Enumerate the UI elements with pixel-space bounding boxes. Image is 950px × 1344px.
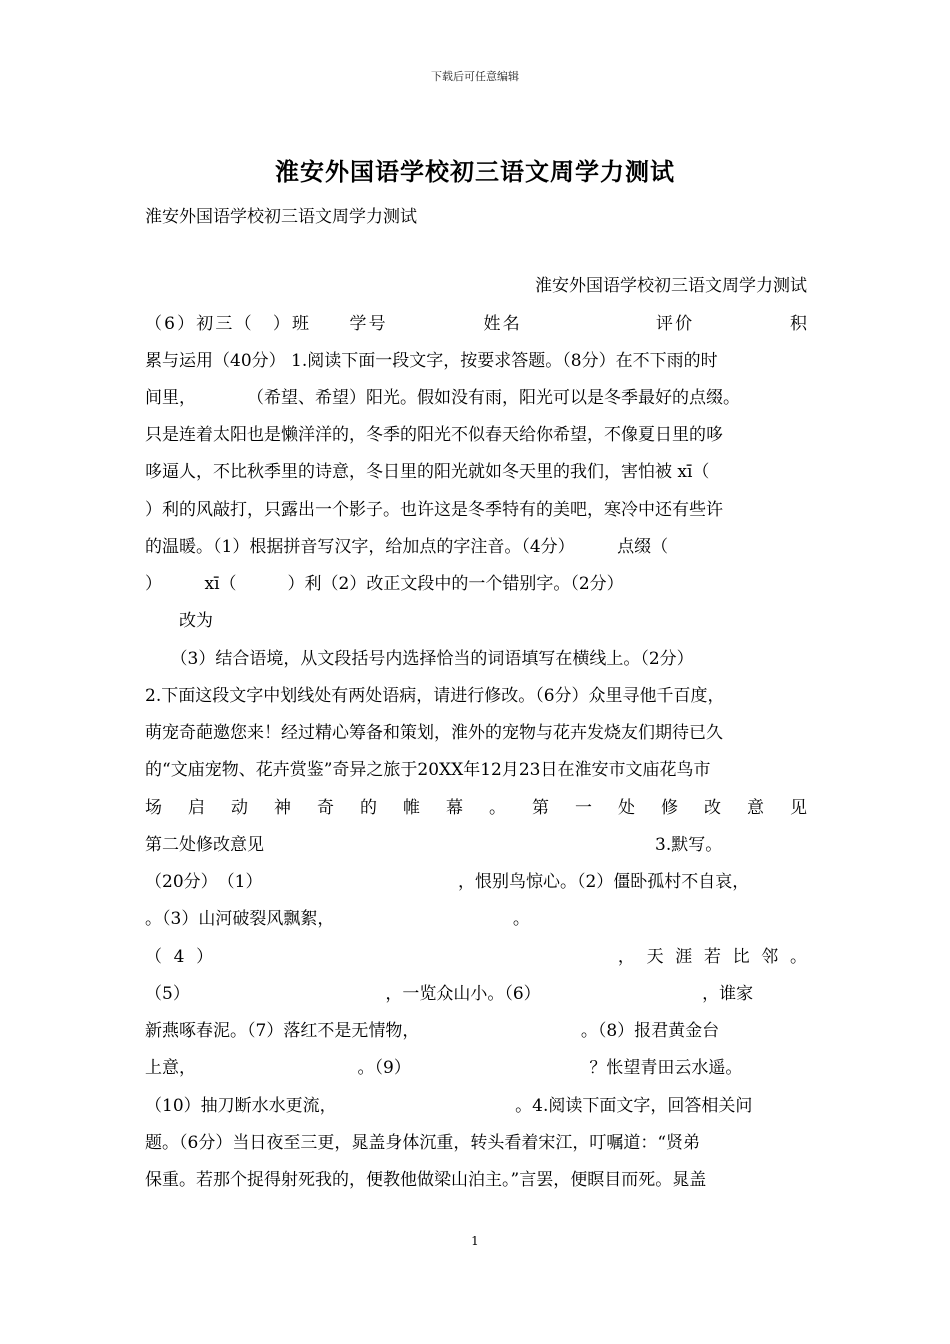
body-line: 淮安外国语学校初三语文周学力测试 <box>535 276 807 296</box>
body-line: （10）抽刀断水水更流， 。4.阅读下面文字，回答相关问 <box>145 1096 753 1116</box>
body-line: 第二处修改意见 3.默写。 <box>145 835 723 855</box>
body-line: 的温暖。（1）根据拼音写汉字，给加点的字注音。（4分） 点缀（ <box>145 537 669 557</box>
body-line: （5） ，一览众山小。（6） ，谁家 <box>145 984 754 1004</box>
body-line: 哆逼人，不比秋季里的诗意，冬日里的阳光就如冬天里的我们，害怕被 xī（ <box>145 462 710 482</box>
body-line: 累与运用（40分） 1.阅读下面一段文字，按要求答题。（8分）在不下雨的时 <box>145 351 718 371</box>
body-line: 改为 <box>145 611 213 631</box>
body-line: 保重。若那个捉得射死我的，便教他做梁山泊主。”言罢，便瞑目而死。晁盖 <box>145 1170 707 1190</box>
document-title: 淮安外国语学校初三语文周学力测试 <box>275 157 675 186</box>
body-line: 新燕啄春泥。（7）落红不是无情物， 。（8）报君黄金台 <box>145 1021 720 1041</box>
body-line: 2.下面这段文字中划线处有两处语病，请进行修改。（6分）众里寻他千百度， <box>145 686 725 706</box>
body-line: ）利的风敲打，只露出一个影子。也许这是冬季特有的美吧，寒冷中还有些许 <box>145 500 723 520</box>
body-line: 间里， （希望、希望）阳光。假如没有雨，阳光可以是冬季最好的点缀。 <box>145 388 740 408</box>
body-line: 上意， 。（9） ？怅望青田云水遥。 <box>145 1058 743 1078</box>
body-line: 萌宠奇葩邀您来！经过精心筹备和策划，淮外的宠物与花卉发烧友们期待已久 <box>145 723 723 743</box>
body-line: 场启动神奇的帷幕。第一处修改意见 <box>145 798 807 818</box>
body-line: （20分） （1） ，恨别鸟惊心。（2）僵卧孤村不自哀， <box>145 872 750 892</box>
body-line: 题。（6分）当日夜至三更，晁盖身体沉重，转头看着宋江，叮嘱道：“贤弟 <box>145 1133 701 1153</box>
body-line: ） xī（ ）利（2）改正文段中的一个错别字。（2分） <box>145 574 624 594</box>
page-number: 1 <box>471 1234 479 1248</box>
body-line: （6）初三（ ）班 学号 姓名 评价 积 <box>145 314 807 334</box>
body-line: 的“文庙宠物、花卉赏鉴”奇异之旅于20XX年12月23日在淮安市文庙花鸟市 <box>145 760 711 780</box>
body-line: （3）结合语境，从文段括号内选择恰当的词语填写在横线上。（2分） <box>145 649 694 669</box>
body-line: 只是连着太阳也是懒洋洋的，冬季的阳光不似春天给你希望，不像夏日里的哆 <box>145 425 723 445</box>
body-line: （4） ，天涯若比邻。 <box>145 947 807 967</box>
body-line: 。（3）山河破裂风飘絮， 。 <box>145 909 530 929</box>
document-subtitle: 淮安外国语学校初三语文周学力测试 <box>145 207 417 227</box>
header-note: 下载后可任意编辑 <box>431 70 519 83</box>
